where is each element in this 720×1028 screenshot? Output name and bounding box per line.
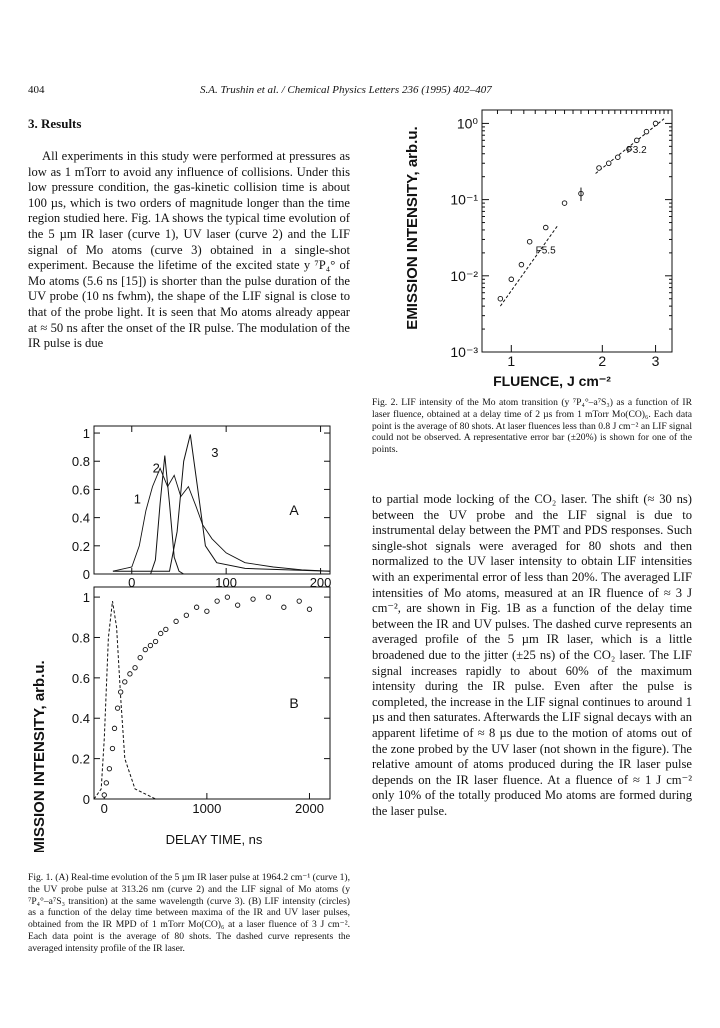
fig1a-ytick-label: 1 (82, 426, 90, 442)
fig1b-point (282, 605, 286, 609)
fig2-point (653, 121, 658, 126)
fig2-xtick-label: 3 (651, 353, 660, 369)
fig2-xtick-label: 1 (507, 353, 516, 369)
fig2-point (615, 155, 620, 160)
fig1b-point (205, 609, 209, 613)
fig1b-point (115, 706, 119, 710)
fig1a-curve-label-3: 3 (211, 445, 219, 461)
fig1b-point (110, 746, 114, 750)
fig1b-ytick-label: 0.2 (71, 751, 90, 767)
fig2-point (498, 296, 503, 301)
figure-2-caption: Fig. 2. LIF intensity of the Mo atom transition (y ⁷P₄°–a⁷S₃) as a function of IR laser fluence, obtained at a delay time of 2 µs from 1 mTorr Mo(CO)₆. Each data point is the average of 80 shots. At laser fluences less than 0.8 J cm⁻² an LIF signal could not be observed. A representative error bar (±20%) is shown for one of the points. (372, 397, 692, 456)
fig2-point (644, 129, 649, 134)
fig1a-xtick-label: 0 (128, 575, 136, 590)
fig1b-frame (94, 587, 330, 799)
fig1b-point (251, 597, 255, 601)
figure-2-plot (372, 100, 692, 396)
running-title: S.A. Trushin et al. / Chemical Physics Letters 236 (1995) 402–407 (200, 84, 492, 96)
fig2-xtick-label: 2 (598, 353, 607, 369)
fig2-plot-area (450, 110, 672, 369)
fig2-ylabel: EMISSION INTENSITY, arb.u. (404, 126, 421, 330)
fig2-ytick-label: 10⁻³ (450, 344, 478, 360)
fig1b-ytick-label: 0.8 (71, 630, 90, 646)
fig1b-point (112, 726, 116, 730)
fig1b-point (104, 781, 108, 785)
fig1b-point (133, 666, 137, 670)
fig1-ylabel: EMISSION INTENSITY, arb.u. (31, 660, 48, 852)
right-column-paragraph: to partial mode locking of the CO₂ laser. The shift (≈ 30 ns) between the UV probe and the LIF signal is due to instrumental delay between the PMT and PDS responses. Such single-shot signals were averaged for 80 shots and then normalized to the UV laser intensity to obtain LIF intensities with an experimental error of less than 20%. The averaged LIF intensities of Mo atoms, measured at an IR fluence of ≈ 3 J cm⁻², are shown in Fig. 1B as a function of the delay time between the IR and UV pulses. The dashed curve represents an averaged profile of the 5 µm IR laser, which is a little broadened due to the jitter (±25 ns) of the CO₂ laser. The LIF signal increases rapidly to about 60% of the maximum intensity during the IR pulse. Even after the pulse is completed, the increase in the LIF signal continues to around 1 µs and then saturates. Afterwards the LIF signal decays with an apparent lifetime of ≈ 8 µs due to the motion of atoms out of the zone probed by the UV laser (not shown in the figure). The relative amount of atoms produced during the IR laser pulse depends on the IR laser fluence. At a fluence of ≈ 1 J cm⁻² only 10% of the totally produced Mo atoms are formed during the laser pulse. (372, 492, 692, 818)
fig1b-point (164, 627, 168, 631)
fig1b-point (143, 647, 147, 651)
fig1b-point (128, 672, 132, 676)
fig1b-point (102, 793, 106, 797)
fig2-slope-label-low: F5.5 (535, 245, 556, 257)
fig1b-xtick-label: 2000 (295, 801, 324, 816)
fig1b-point (153, 639, 157, 643)
fig1a-curve-1 (113, 468, 330, 571)
fig1b-point (225, 595, 229, 599)
figure-1-caption: Fig. 1. (A) Real-time evolution of the 5 µm IR laser pulse at 1964.2 cm⁻¹ (curve 1), the UV probe pulse at 313.26 nm (curve 2) and the LIF signal of Mo atoms (y ⁷P₄°–a⁷S₃ transition) at the same wavelength (curve 3). (B) LIF intensity (circles) as a function of the delay time between maxima of the IR and UV laser pulses, obtained from the IR MPD of 1 mTorr Mo(CO)₆ at a laser fluence of 3 J cm⁻². Each data point is the average of 80 shots. The dashed curve represents the averaged intensity profile of the IR laser. (28, 872, 350, 954)
fig1b-point (138, 655, 142, 659)
fig2-point (597, 166, 602, 171)
fig1b-point (158, 631, 162, 635)
fig1b-ytick-label: 0 (82, 792, 90, 807)
fig1b-point (266, 595, 270, 599)
fig1a-ytick-label: 0.6 (71, 482, 90, 498)
fig1b-point (235, 603, 239, 607)
fig2-ytick-label: 10⁻¹ (450, 191, 478, 208)
fig1b-ir-profile (94, 601, 156, 799)
fig1-xlabel: DELAY TIME, ns (165, 832, 263, 847)
fig1a-curve-label-2: 2 (152, 460, 160, 476)
fig1b-point (184, 613, 188, 617)
fig1a-xtick-label: 100 (215, 575, 238, 590)
section-heading: 3. Results (28, 116, 82, 131)
fig1b-point (118, 690, 122, 694)
fig1a-ytick-label: 0.4 (71, 510, 90, 526)
fig1b-point (107, 767, 111, 771)
fig2-ytick-label: 10⁰ (456, 115, 478, 132)
figure-1 (28, 412, 350, 852)
fig2-point (543, 225, 548, 230)
fig2-point (606, 161, 611, 166)
fig1a-ytick-label: 0 (82, 567, 90, 582)
fig2-point (634, 138, 639, 143)
fig1b-xtick-label: 0 (100, 801, 108, 816)
fig1b-point (174, 619, 178, 623)
fig2-fit-low (500, 226, 557, 306)
fig1b-ytick-label: 0.4 (71, 711, 90, 727)
fig1b-point (297, 599, 301, 603)
fig1b-xtick-label: 1000 (192, 801, 222, 816)
fig1b-point (194, 605, 198, 609)
fig1a-panel-label: A (289, 501, 299, 518)
fig2-slope-label-high: F3.2 (626, 145, 647, 157)
fig1b-point (123, 680, 127, 684)
fig1-panel-a (72, 426, 331, 590)
fig2-ytick-label: 10⁻² (450, 267, 478, 284)
fig1b-ytick-label: 0.6 (71, 670, 90, 686)
fig2-point (509, 277, 514, 282)
fig1-panel-b (72, 587, 330, 816)
fig2-xlabel: FLUENCE, J cm⁻² (493, 373, 611, 389)
figure-2 (372, 100, 692, 396)
fig1a-ytick-label: 0.8 (71, 454, 90, 470)
fig1b-point (215, 599, 219, 603)
left-column-paragraph: All experiments in this study were performed at pressures as low as 1 mTorr to avoid any influence of collisions. Under this low pressure condition, the gas-kinetic collision time is about 100 µs, which is two orders of magnitude longer than the time region studied here. Fig. 1A shows the typical time evolution of the 5 µm IR laser (curve 1), UV laser (curve 2) and the LIF signal of Mo atoms (curve 3) obtained in a single-shot experiment. Because the lifetime of the excited state y ⁷P₄° of Mo atoms (5.6 ns [15]) is shorter than the pulse duration of the UV probe (10 ns fwhm), the shape of the LIF signal is close to that of the probe light. It is seen that Mo atoms already appear at ≈ 50 ns after the onset of the IR pulse. The modulation of the IR pulse is due (28, 149, 350, 351)
fig1a-ytick-label: 0.2 (71, 538, 90, 554)
fig1b-point (148, 643, 152, 647)
fig2-point (527, 239, 532, 244)
fig2-point (519, 262, 524, 267)
figure-1-plot (28, 412, 350, 852)
fig1b-ytick-label: 1 (82, 590, 90, 606)
fig1a-curve-label-1: 1 (133, 491, 142, 507)
page-number: 404 (28, 84, 45, 96)
fig1a-xtick-label: 200 (309, 575, 332, 590)
fig1b-panel-label: B (289, 695, 299, 712)
fig2-point (562, 201, 567, 206)
fig1b-point (307, 607, 311, 611)
